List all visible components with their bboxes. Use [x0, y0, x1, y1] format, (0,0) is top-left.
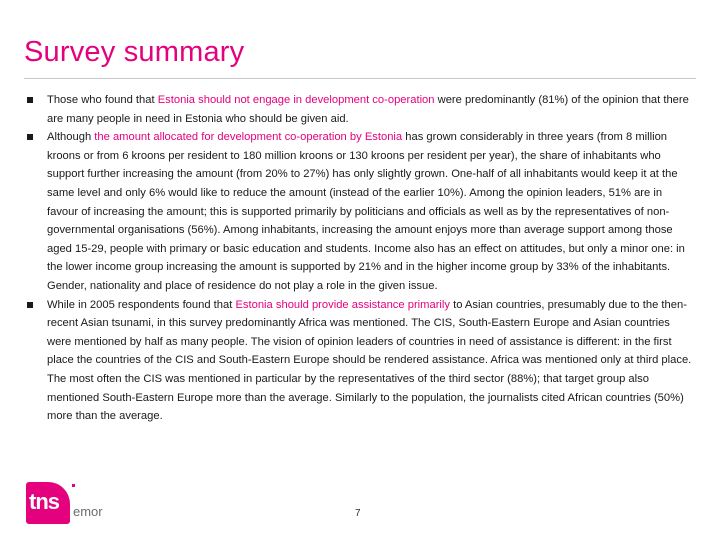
bullet-list [24, 91, 692, 426]
bullet-1-text-start: Those who found that [47, 94, 158, 106]
page-number: 7 [355, 508, 361, 519]
logo-mark-icon [26, 482, 70, 524]
bullet-item-2 [24, 128, 692, 295]
bullet-3-text-end: to Asian countries, presumably due to the then-recent Asian tsunami, in this survey predominantly Africa was mentioned. The CIS, South-Eastern Europe and Asian countries were mentioned by half as many people. The vision of opinion leaders of countries in need of assistance is different: in the first place the countries of the CIS and South-Eastern Europe should be rendered assistance. Africa was mentioned only at third place. The most often the CIS was mentioned in particular by the representatives of the third sector (88%); that target group also mentioned South-Eastern Europe more than the average. Similarly to the population, the journalists cited African countries (50%) more than the average. [47, 298, 692, 423]
logo-tm-icon [72, 484, 75, 487]
bullet-1-text-end: were predominantly (81%) of the opinion that there are many people in need in Estonia who should be given aid. [47, 94, 689, 125]
bullet-3-highlight: Estonia should provide assistance primarily [235, 298, 450, 311]
bullet-1-highlight: Estonia should not engage in development co-operation [157, 94, 435, 106]
bullet-item-1 [24, 91, 692, 128]
tns-emor-logo [26, 482, 106, 524]
page-title: Survey summary [24, 36, 245, 68]
bullet-2-highlight: the amount allocated for development co-operation by Estonia [94, 131, 403, 144]
bullet-2-text-end: has grown considerably in three years (from 8 million kroons or from 6 kroons per resident to 180 million kroons or 130 kroons per resident per year), the share of inhabitants who support further increasing the amount (from 20% to 27%) has only slightly grown. One-half of all inhabitants would keep it at the same level and only 6% would like to reduce the amount (instead of the earlier 10%). Among the opinion leaders, 51% are in favour of increasing the amount; this is supported primarily by politicians and officials as well as by the representatives of non-governmental organisations (56%). Among inhabitants, increasing the amount enjoys more than average support among those aged 15-29, people with primary or basic education and students. Income also has an effect on attitudes, but only a minor one: in the lower income group increasing the amount is supported by 21% and in the higher income group by 33% of the inhabitants. Gender, nationality and place of residence do not play a role in the given issue. [47, 131, 685, 292]
square-bullet-icon [27, 302, 33, 308]
logo-mark-text: tns [29, 489, 59, 514]
logo-sub-text: emor [73, 504, 103, 519]
bullet-item-3 [24, 296, 692, 426]
square-bullet-icon [27, 134, 33, 140]
bullet-3-text-start: While in 2005 respondents found that [47, 298, 236, 311]
title-divider [24, 78, 696, 79]
bullet-2-text-start: Although [47, 131, 95, 144]
square-bullet-icon [27, 97, 33, 103]
